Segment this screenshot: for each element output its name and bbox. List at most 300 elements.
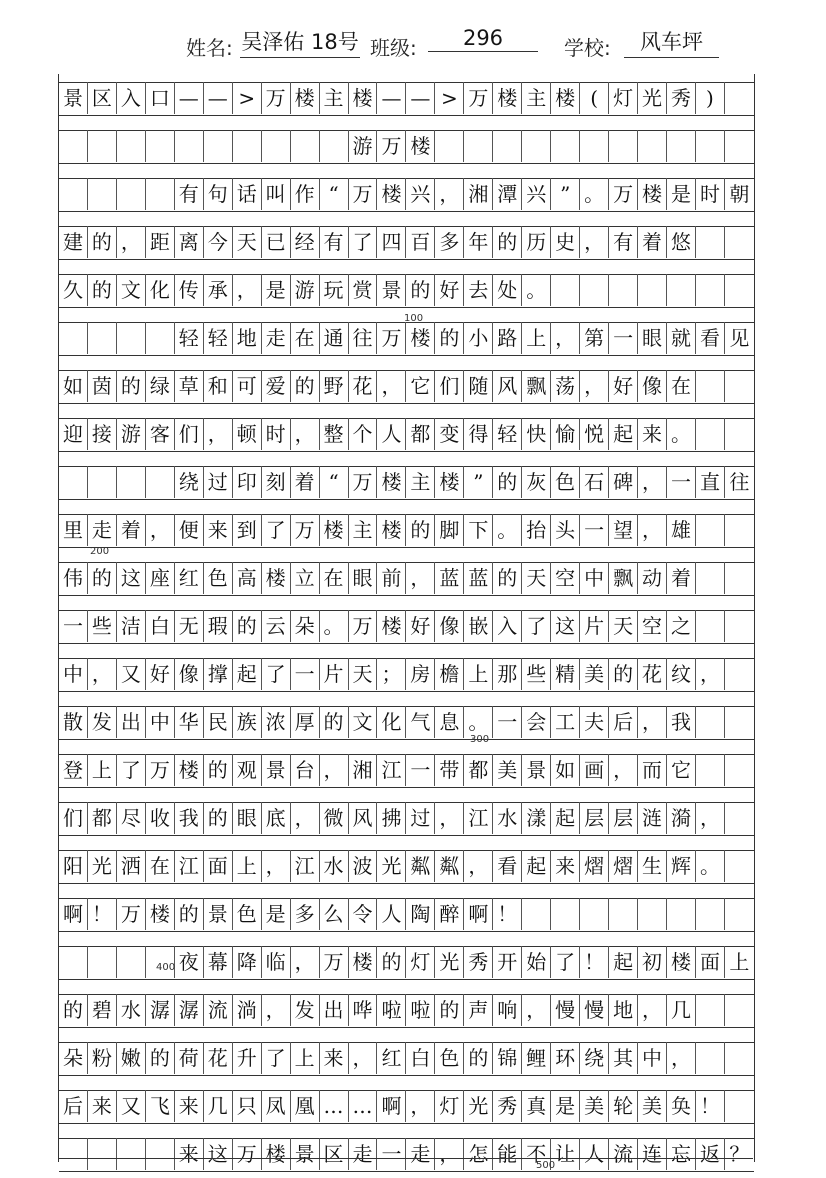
grid-cell: 潺 (175, 994, 204, 1026)
grid-cell: 迎 (59, 418, 88, 450)
grid-cell: 的 (291, 370, 320, 402)
grid-cell: 已 (262, 226, 291, 258)
grid-cell (117, 178, 146, 210)
grid-cell: 楼 (175, 754, 204, 786)
grid-cell (580, 898, 609, 930)
grid-cell: 飘 (522, 370, 551, 402)
grid-cell: 万 (262, 82, 291, 114)
grid-cell: 凰 (291, 1090, 320, 1122)
grid-row (59, 698, 754, 746)
grid-cell: 多 (291, 898, 320, 930)
grid-cell: 主 (349, 514, 378, 546)
grid-cell: 离 (175, 226, 204, 258)
grid-cell: 游 (349, 130, 378, 162)
grid-cell: 的 (204, 802, 233, 834)
grid-cell: 印 (233, 466, 262, 498)
grid-cell: 楼 (551, 82, 580, 114)
grid-cell (725, 1090, 754, 1122)
grid-cell (464, 130, 493, 162)
grid-cell (696, 994, 725, 1026)
word-count-marker: 500 (536, 1160, 556, 1171)
grid-cell: 而 (638, 754, 667, 786)
grid-cell: 中 (580, 562, 609, 594)
grid-cell (291, 130, 320, 162)
grid-cell: 。 (493, 514, 522, 546)
grid-row (59, 986, 754, 1034)
grid-cell (580, 130, 609, 162)
grid-cell: 好 (609, 370, 638, 402)
grid-cell: 荷 (175, 1042, 204, 1074)
grid-cell: 好 (146, 658, 175, 690)
grid-cell: 江 (464, 802, 493, 834)
grid-cell: 文 (349, 706, 378, 738)
grid-cell: ， (262, 850, 291, 882)
grid-cell: 楼 (146, 898, 175, 930)
grid-cell: 微 (320, 802, 349, 834)
grid-cell (117, 130, 146, 162)
grid-row-text (59, 754, 754, 786)
grid-cell: — (204, 82, 233, 114)
grid-cell: ” (551, 178, 580, 210)
grid-cell: 返 (696, 1138, 725, 1170)
grid-cell: 江 (175, 850, 204, 882)
grid-cell: 醉 (435, 898, 464, 930)
grid-cell: 今 (204, 226, 233, 258)
grid-cell: 纹 (667, 658, 696, 690)
grid-row (59, 554, 754, 602)
grid-cell: 登 (59, 754, 88, 786)
grid-cell: 些 (88, 610, 117, 642)
grid-cell (146, 1138, 175, 1170)
grid-cell: 们 (59, 802, 88, 834)
class-label: 班级: (370, 36, 417, 60)
grid-cell: 无 (175, 610, 204, 642)
grid-cell: 锦 (493, 1042, 522, 1074)
grid-cell: 的 (88, 562, 117, 594)
grid-cell: 上 (522, 322, 551, 354)
grid-cell (638, 130, 667, 162)
grid-cell: 几 (667, 994, 696, 1026)
grid-cell: 过 (406, 802, 435, 834)
grid-row-text (59, 802, 754, 834)
page-header (0, 22, 826, 62)
grid-cell: 个 (349, 418, 378, 450)
grid-cell: 着 (291, 466, 320, 498)
grid-cell: 粼 (435, 850, 464, 882)
grid-cell: ！ (88, 898, 117, 930)
grid-cell: 一 (580, 514, 609, 546)
grid-cell: 美 (493, 754, 522, 786)
grid-cell (696, 130, 725, 162)
grid-cell: 慢 (580, 994, 609, 1026)
grid-cell: 愉 (551, 418, 580, 450)
grid-cell: 。 (522, 274, 551, 306)
grid-cell: 底 (262, 802, 291, 834)
grid-cell: 一 (406, 754, 435, 786)
grid-cell: ， (638, 514, 667, 546)
grid-cell (59, 466, 88, 498)
grid-cell: 绿 (146, 370, 175, 402)
grid-cell: ， (204, 418, 233, 450)
grid-cell: 的 (609, 658, 638, 690)
grid-cell: 中 (59, 658, 88, 690)
grid-cell (88, 322, 117, 354)
grid-cell: 那 (493, 658, 522, 690)
grid-cell: 花 (638, 658, 667, 690)
grid-cell: 尽 (117, 802, 146, 834)
grid-cell: 的 (406, 274, 435, 306)
grid-cell: 会 (522, 706, 551, 738)
grid-cell: 水 (320, 850, 349, 882)
grid-cell: ！ (580, 946, 609, 978)
grid-cell (725, 418, 754, 450)
grid-cell: 灯 (435, 1090, 464, 1122)
grid-cell (204, 130, 233, 162)
grid-cell: 江 (291, 850, 320, 882)
grid-cell: 这 (117, 562, 146, 594)
grid-cell: 上 (88, 754, 117, 786)
grid-cell (493, 130, 522, 162)
grid-cell: 檐 (435, 658, 464, 690)
grid-cell: ， (435, 802, 464, 834)
grid-cell: 朵 (59, 1042, 88, 1074)
grid-cell (88, 130, 117, 162)
grid-cell: 接 (88, 418, 117, 450)
grid-cell: 伟 (59, 562, 88, 594)
grid-cell: 阳 (59, 850, 88, 882)
grid-cell: 万 (233, 1138, 262, 1170)
grid-cell: 句 (204, 178, 233, 210)
grid-cell: ， (551, 322, 580, 354)
grid-cell: 上 (291, 1042, 320, 1074)
grid-cell: ， (638, 994, 667, 1026)
grid-row (59, 410, 754, 458)
grid-cell: 文 (117, 274, 146, 306)
grid-cell: 路 (493, 322, 522, 354)
grid-cell: 面 (204, 850, 233, 882)
grid-cell: 水 (117, 994, 146, 1026)
grid-cell: 撑 (204, 658, 233, 690)
grid-cell: 拂 (377, 802, 406, 834)
grid-cell: 轻 (204, 322, 233, 354)
grid-cell: 立 (291, 562, 320, 594)
grid-row-text (59, 610, 754, 642)
grid-cell: ！ (696, 1090, 725, 1122)
grid-cell (667, 130, 696, 162)
grid-cell: ， (406, 562, 435, 594)
grid-cell: 洁 (117, 610, 146, 642)
grid-cell: 主 (320, 82, 349, 114)
grid-cell: … (349, 1090, 378, 1122)
grid-cell: 眼 (638, 322, 667, 354)
grid-bottom-line (58, 1158, 753, 1159)
grid-cell: 着 (117, 514, 146, 546)
grid-row (59, 794, 754, 842)
grid-cell: 色 (233, 898, 262, 930)
grid-cell: 万 (291, 514, 320, 546)
grid-cell (59, 1138, 88, 1170)
grid-cell: 漪 (667, 802, 696, 834)
grid-cell: 草 (175, 370, 204, 402)
grid-cell: 出 (320, 994, 349, 1026)
grid-cell: ) (696, 82, 725, 114)
grid-cell: 之 (667, 610, 696, 642)
grid-cell (696, 898, 725, 930)
grid-cell: 白 (406, 1042, 435, 1074)
grid-cell: 百 (406, 226, 435, 258)
grid-cell: 辉 (667, 850, 696, 882)
grid-cell: ， (667, 1042, 696, 1074)
grid-cell: 初 (638, 946, 667, 978)
grid-cell: > (435, 82, 464, 114)
grid-cell: ， (638, 466, 667, 498)
grid-cell: 升 (233, 1042, 262, 1074)
grid-cell: ， (522, 994, 551, 1026)
grid-cell: 美 (638, 1090, 667, 1122)
grid-cell: 楼 (377, 466, 406, 498)
grid-cell: 看 (696, 322, 725, 354)
grid-cell: 夜 (175, 946, 204, 978)
grid-cell: 楼 (406, 322, 435, 354)
grid-cell: 有 (175, 178, 204, 210)
grid-cell: 轮 (609, 1090, 638, 1122)
grid-cell: 中 (146, 706, 175, 738)
grid-cell: 蓝 (435, 562, 464, 594)
grid-cell: 天 (349, 658, 378, 690)
grid-cell: 走 (262, 322, 291, 354)
grid-cell: 嵌 (464, 610, 493, 642)
grid-cell: 色 (551, 466, 580, 498)
grid-cell: 的 (88, 226, 117, 258)
grid-cell: 出 (117, 706, 146, 738)
grid-cell (667, 274, 696, 306)
grid-cell (117, 1138, 146, 1170)
grid-row-text (59, 82, 754, 114)
grid-cell: 眼 (349, 562, 378, 594)
grid-cell: 声 (464, 994, 493, 1026)
grid-cell: 的 (464, 1042, 493, 1074)
grid-cell: ， (233, 274, 262, 306)
grid-cell: 风 (349, 802, 378, 834)
grid-cell: ， (435, 1138, 464, 1170)
grid-cell: 散 (59, 706, 88, 738)
grid-cell: 荡 (551, 370, 580, 402)
grid-cell: 灯 (406, 946, 435, 978)
grid-cell: 赏 (349, 274, 378, 306)
grid-cell: 走 (88, 514, 117, 546)
grid-cell: 一 (667, 466, 696, 498)
grid-cell: 史 (551, 226, 580, 258)
grid-cell: 楼 (377, 610, 406, 642)
grid-cell: 头 (551, 514, 580, 546)
grid-cell: 光 (638, 82, 667, 114)
grid-cell: 野 (320, 370, 349, 402)
grid-cell: ， (117, 226, 146, 258)
grid-cell: 是 (551, 1090, 580, 1122)
grid-cell: 都 (464, 754, 493, 786)
grid-cell: 奂 (667, 1090, 696, 1122)
grid-cell (88, 1138, 117, 1170)
grid-cell: 建 (59, 226, 88, 258)
grid-cell: 秀 (464, 946, 493, 978)
grid-cell: 我 (175, 802, 204, 834)
grid-cell: ， (320, 754, 349, 786)
grid-cell: ( (580, 82, 609, 114)
grid-cell: 江 (377, 754, 406, 786)
grid-row-text (59, 706, 754, 738)
grid-cell: 化 (146, 274, 175, 306)
grid-row-text (59, 1042, 754, 1074)
grid-cell (609, 898, 638, 930)
grid-cell (609, 130, 638, 162)
grid-cell: 涟 (638, 802, 667, 834)
grid-cell: 嫩 (117, 1042, 146, 1074)
grid-cell: 怎 (464, 1138, 493, 1170)
grid-row-text (59, 418, 754, 450)
grid-cell: 着 (667, 562, 696, 594)
grid-cell: 熠 (580, 850, 609, 882)
grid-cell: 光 (464, 1090, 493, 1122)
grid-cell (725, 226, 754, 258)
grid-cell: 第 (580, 322, 609, 354)
grid-cell: 楼 (349, 82, 378, 114)
grid-cell: 是 (262, 898, 291, 930)
grid-cell (551, 274, 580, 306)
grid-cell: ， (580, 226, 609, 258)
grid-cell (551, 130, 580, 162)
grid-cell: 么 (320, 898, 349, 930)
grid-cell: 景 (291, 1138, 320, 1170)
grid-cell (725, 514, 754, 546)
grid-cell (696, 610, 725, 642)
grid-cell: ！ (493, 898, 522, 930)
grid-cell (725, 898, 754, 930)
grid-cell: 景 (262, 754, 291, 786)
grid-cell: 精 (551, 658, 580, 690)
grid-cell: 历 (522, 226, 551, 258)
grid-cell: 厚 (291, 706, 320, 738)
grid-cell: 又 (117, 1090, 146, 1122)
grid-row (59, 1130, 754, 1178)
grid-cell: 可 (233, 370, 262, 402)
grid-cell: 色 (435, 1042, 464, 1074)
grid-cell: 湘 (464, 178, 493, 210)
grid-cell: 碧 (88, 994, 117, 1026)
grid-cell (522, 898, 551, 930)
grid-cell: 里 (59, 514, 88, 546)
grid-cell: ， (262, 994, 291, 1026)
grid-cell: 动 (638, 562, 667, 594)
grid-cell (725, 850, 754, 882)
grid-cell: 天 (609, 610, 638, 642)
grid-cell: 一 (59, 610, 88, 642)
grid-cell: 房 (406, 658, 435, 690)
grid-cell: 整 (320, 418, 349, 450)
grid-cell: 雄 (667, 514, 696, 546)
grid-cell: 来 (204, 514, 233, 546)
class-value: 296 (428, 26, 538, 52)
grid-cell: 瑕 (204, 610, 233, 642)
grid-cell: 生 (638, 850, 667, 882)
grid-cell (88, 466, 117, 498)
grid-cell: 快 (522, 418, 551, 450)
grid-cell: 啦 (406, 994, 435, 1026)
grid-cell: 了 (349, 226, 378, 258)
grid-cell: 们 (175, 418, 204, 450)
grid-cell: 临 (262, 946, 291, 978)
grid-cell: 楼 (320, 514, 349, 546)
grid-cell: 处 (493, 274, 522, 306)
grid-cell: 淌 (233, 994, 262, 1026)
grid-cell: 慢 (551, 994, 580, 1026)
grid-row (59, 362, 754, 410)
grid-cell: 来 (320, 1042, 349, 1074)
grid-cell (233, 130, 262, 162)
grid-row-text (59, 226, 754, 258)
grid-cell: 飞 (146, 1090, 175, 1122)
grid-cell (725, 706, 754, 738)
grid-cell: 人 (580, 1138, 609, 1170)
grid-cell: 息 (435, 706, 464, 738)
grid-cell: ， (377, 370, 406, 402)
grid-cell (725, 562, 754, 594)
grid-cell: 一 (493, 706, 522, 738)
grid-cell: 层 (609, 802, 638, 834)
grid-cell: 楼 (493, 82, 522, 114)
grid-cell (146, 130, 175, 162)
grid-cell: 的 (493, 562, 522, 594)
grid-cell: 在 (667, 370, 696, 402)
grid-row-text (59, 466, 754, 498)
grid-cell: 万 (146, 754, 175, 786)
grid-cell: 多 (435, 226, 464, 258)
grid-cell: 了 (262, 658, 291, 690)
grid-cell: 楼 (349, 946, 378, 978)
grid-cell (725, 274, 754, 306)
grid-cell: 像 (175, 658, 204, 690)
grid-cell: 悠 (667, 226, 696, 258)
grid-cell: 。 (320, 610, 349, 642)
grid-cell: 楼 (262, 562, 291, 594)
grid-cell: 真 (522, 1090, 551, 1122)
grid-cell: 下 (464, 514, 493, 546)
grid-cell: 抬 (522, 514, 551, 546)
grid-cell: 距 (146, 226, 175, 258)
grid-cell: ， (638, 706, 667, 738)
grid-cell: 光 (88, 850, 117, 882)
grid-cell: 流 (204, 994, 233, 1026)
grid-cell: 来 (638, 418, 667, 450)
grid-row (59, 170, 754, 218)
grid-cell: 走 (406, 1138, 435, 1170)
grid-cell (146, 322, 175, 354)
grid-cell: 往 (729, 470, 750, 494)
grid-cell: 和 (204, 370, 233, 402)
grid-cell (725, 658, 754, 690)
grid-cell: 它 (667, 754, 696, 786)
grid-cell: 起 (609, 418, 638, 450)
grid-cell: 风 (493, 370, 522, 402)
grid-cell: 是 (667, 178, 696, 210)
grid-cell: 忘 (667, 1138, 696, 1170)
grid-cell: 人 (377, 418, 406, 450)
grid-cell: 气 (406, 706, 435, 738)
grid-cell: 片 (320, 658, 349, 690)
name-label: 姓名: (186, 36, 233, 60)
grid-cell: 了 (262, 514, 291, 546)
grid-cell: 都 (406, 418, 435, 450)
grid-cell: 响 (493, 994, 522, 1026)
